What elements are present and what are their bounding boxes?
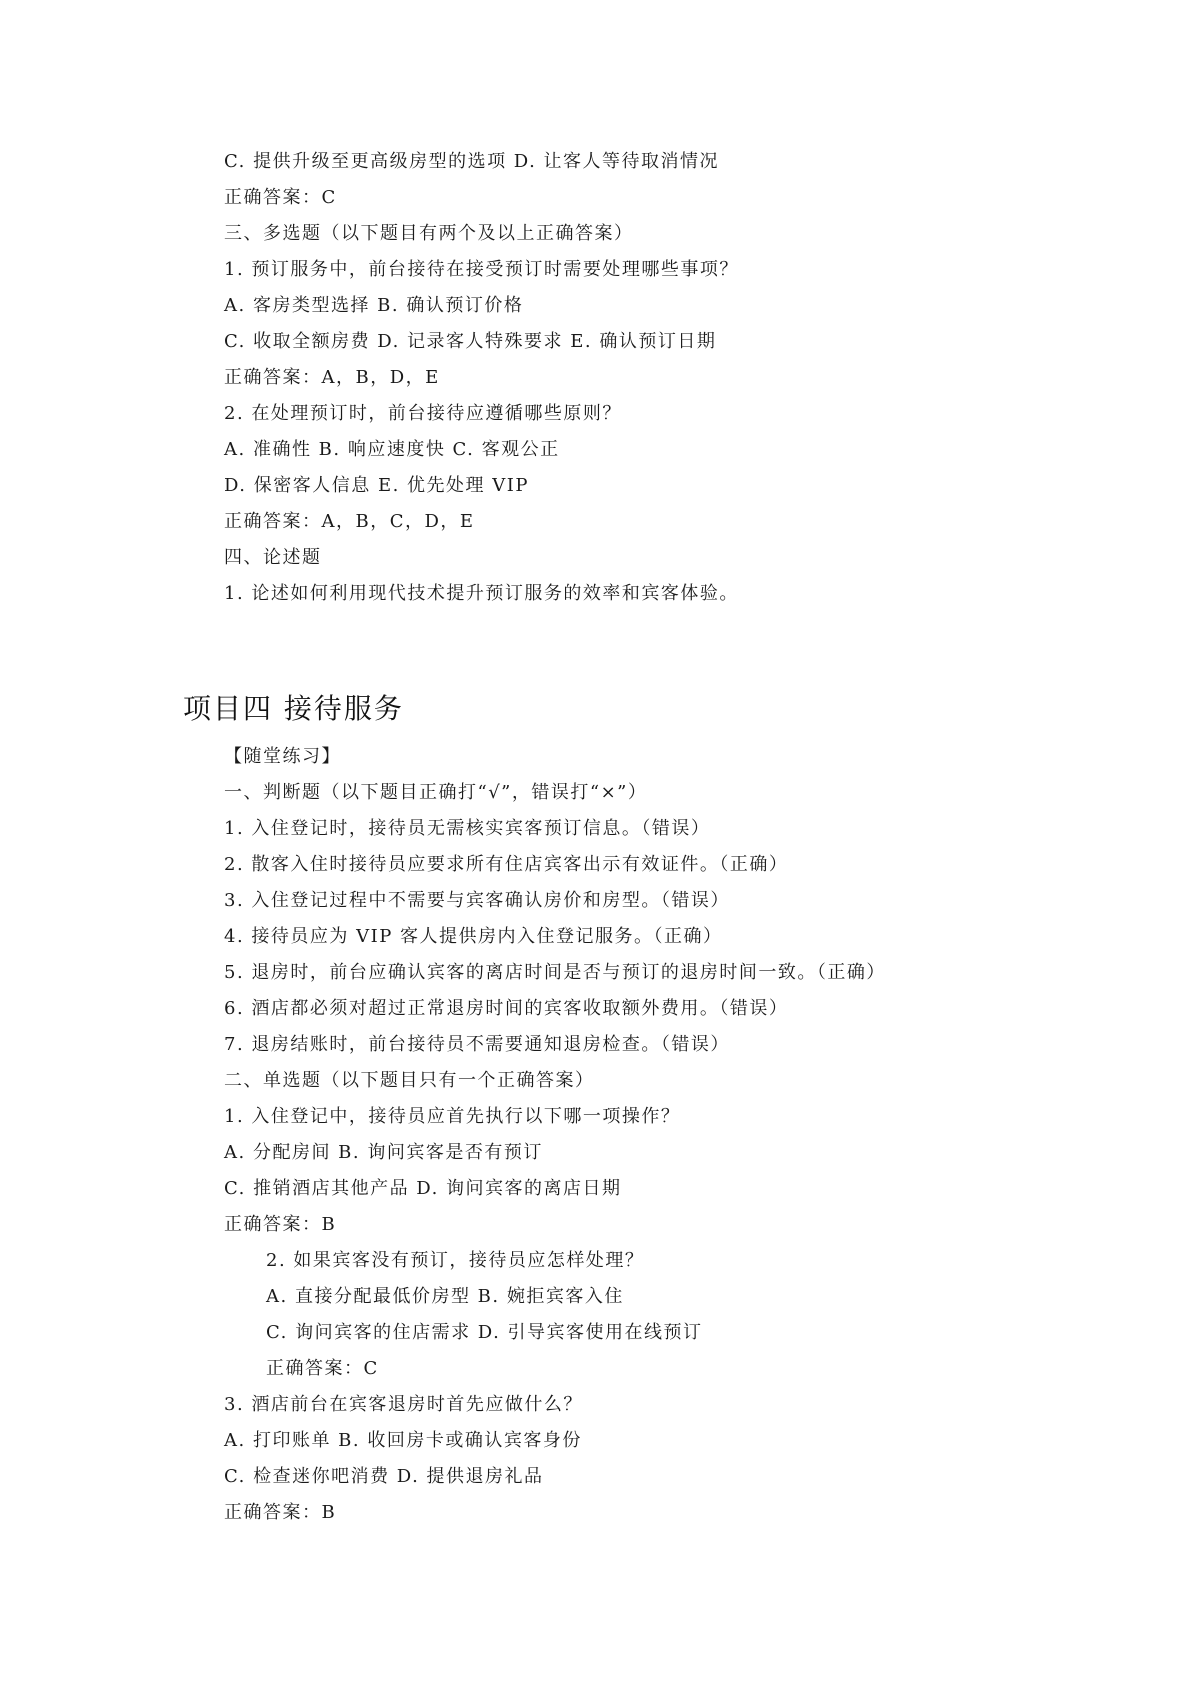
question-line: 6. 酒店都必须对超过正常退房时间的宾客收取额外费用。（错误） [224, 998, 789, 1019]
option-line: A. 打印账单 B. 收回房卡或确认宾客身份 [224, 1430, 582, 1451]
option-line: C. 检查迷你吧消费 D. 提供退房礼品 [224, 1466, 544, 1487]
option-line: A. 准确性 B. 响应速度快 C. 客观公正 [224, 439, 560, 460]
question-line: 1. 入住登记中，接待员应首先执行以下哪一项操作？ [224, 1106, 681, 1127]
question-line: 2. 在处理预订时，前台接待应遵循哪些原则？ [224, 403, 622, 424]
option-line: C. 收取全额房费 D. 记录客人特殊要求 E. 确认预订日期 [224, 331, 717, 352]
question-line: 1. 论述如何利用现代技术提升预订服务的效率和宾客体验。 [224, 583, 739, 604]
section-subheading: 三、多选题（以下题目有两个及以上正确答案） [224, 223, 634, 244]
question-line: 3. 入住登记过程中不需要与宾客确认房价和房型。（错误） [224, 890, 730, 911]
option-line: A. 分配房间 B. 询问宾客是否有预订 [224, 1142, 543, 1163]
option-line: C. 提供升级至更高级房型的选项 D. 让客人等待取消情况 [224, 151, 720, 172]
question-line: 5. 退房时，前台应确认宾客的离店时间是否与预订的退房时间一致。（正确） [224, 962, 886, 983]
option-line: C. 询问宾客的住店需求 D. 引导宾客使用在线预订 [266, 1322, 703, 1343]
option-line: A. 客房类型选择 B. 确认预订价格 [224, 295, 524, 316]
section-subheading: 二、单选题（以下题目只有一个正确答案） [224, 1070, 595, 1091]
question-line: 4. 接待员应为 VIP 客人提供房内入住登记服务。（正确） [224, 926, 723, 947]
section-title: 项目四 接待服务 [183, 692, 404, 725]
question-line: 1. 入住登记时，接待员无需核实宾客预订信息。（错误） [224, 818, 711, 839]
answer-line: 正确答案：A，B，D，E [224, 367, 440, 388]
option-line: A. 直接分配最低价房型 B. 婉拒宾客入住 [266, 1286, 624, 1307]
answer-line: 正确答案：C [224, 187, 337, 208]
question-line: 2. 如果宾客没有预订，接待员应怎样处理？ [266, 1250, 645, 1271]
section-subheading: 一、判断题（以下题目正确打“√”，错误打“×”） [224, 782, 648, 803]
section-subheading: 四、论述题 [224, 547, 322, 568]
answer-line: 正确答案：B [224, 1214, 337, 1235]
practice-label: 【随堂练习】 [224, 746, 341, 767]
answer-line: 正确答案：B [224, 1502, 337, 1523]
option-line: D. 保密客人信息 E. 优先处理 VIP [224, 475, 529, 496]
question-line: 7. 退房结账时，前台接待员不需要通知退房检查。（错误） [224, 1034, 730, 1055]
answer-line: 正确答案：A，B，C，D，E [224, 511, 475, 532]
option-line: C. 推销酒店其他产品 D. 询问宾客的离店日期 [224, 1178, 622, 1199]
question-line: 1. 预订服务中，前台接待在接受预订时需要处理哪些事项？ [224, 259, 739, 280]
answer-line: 正确答案：C [266, 1358, 379, 1379]
question-line: 2. 散客入住时接待员应要求所有住店宾客出示有效证件。（正确） [224, 854, 789, 875]
question-line: 3. 酒店前台在宾客退房时首先应做什么？ [224, 1394, 583, 1415]
